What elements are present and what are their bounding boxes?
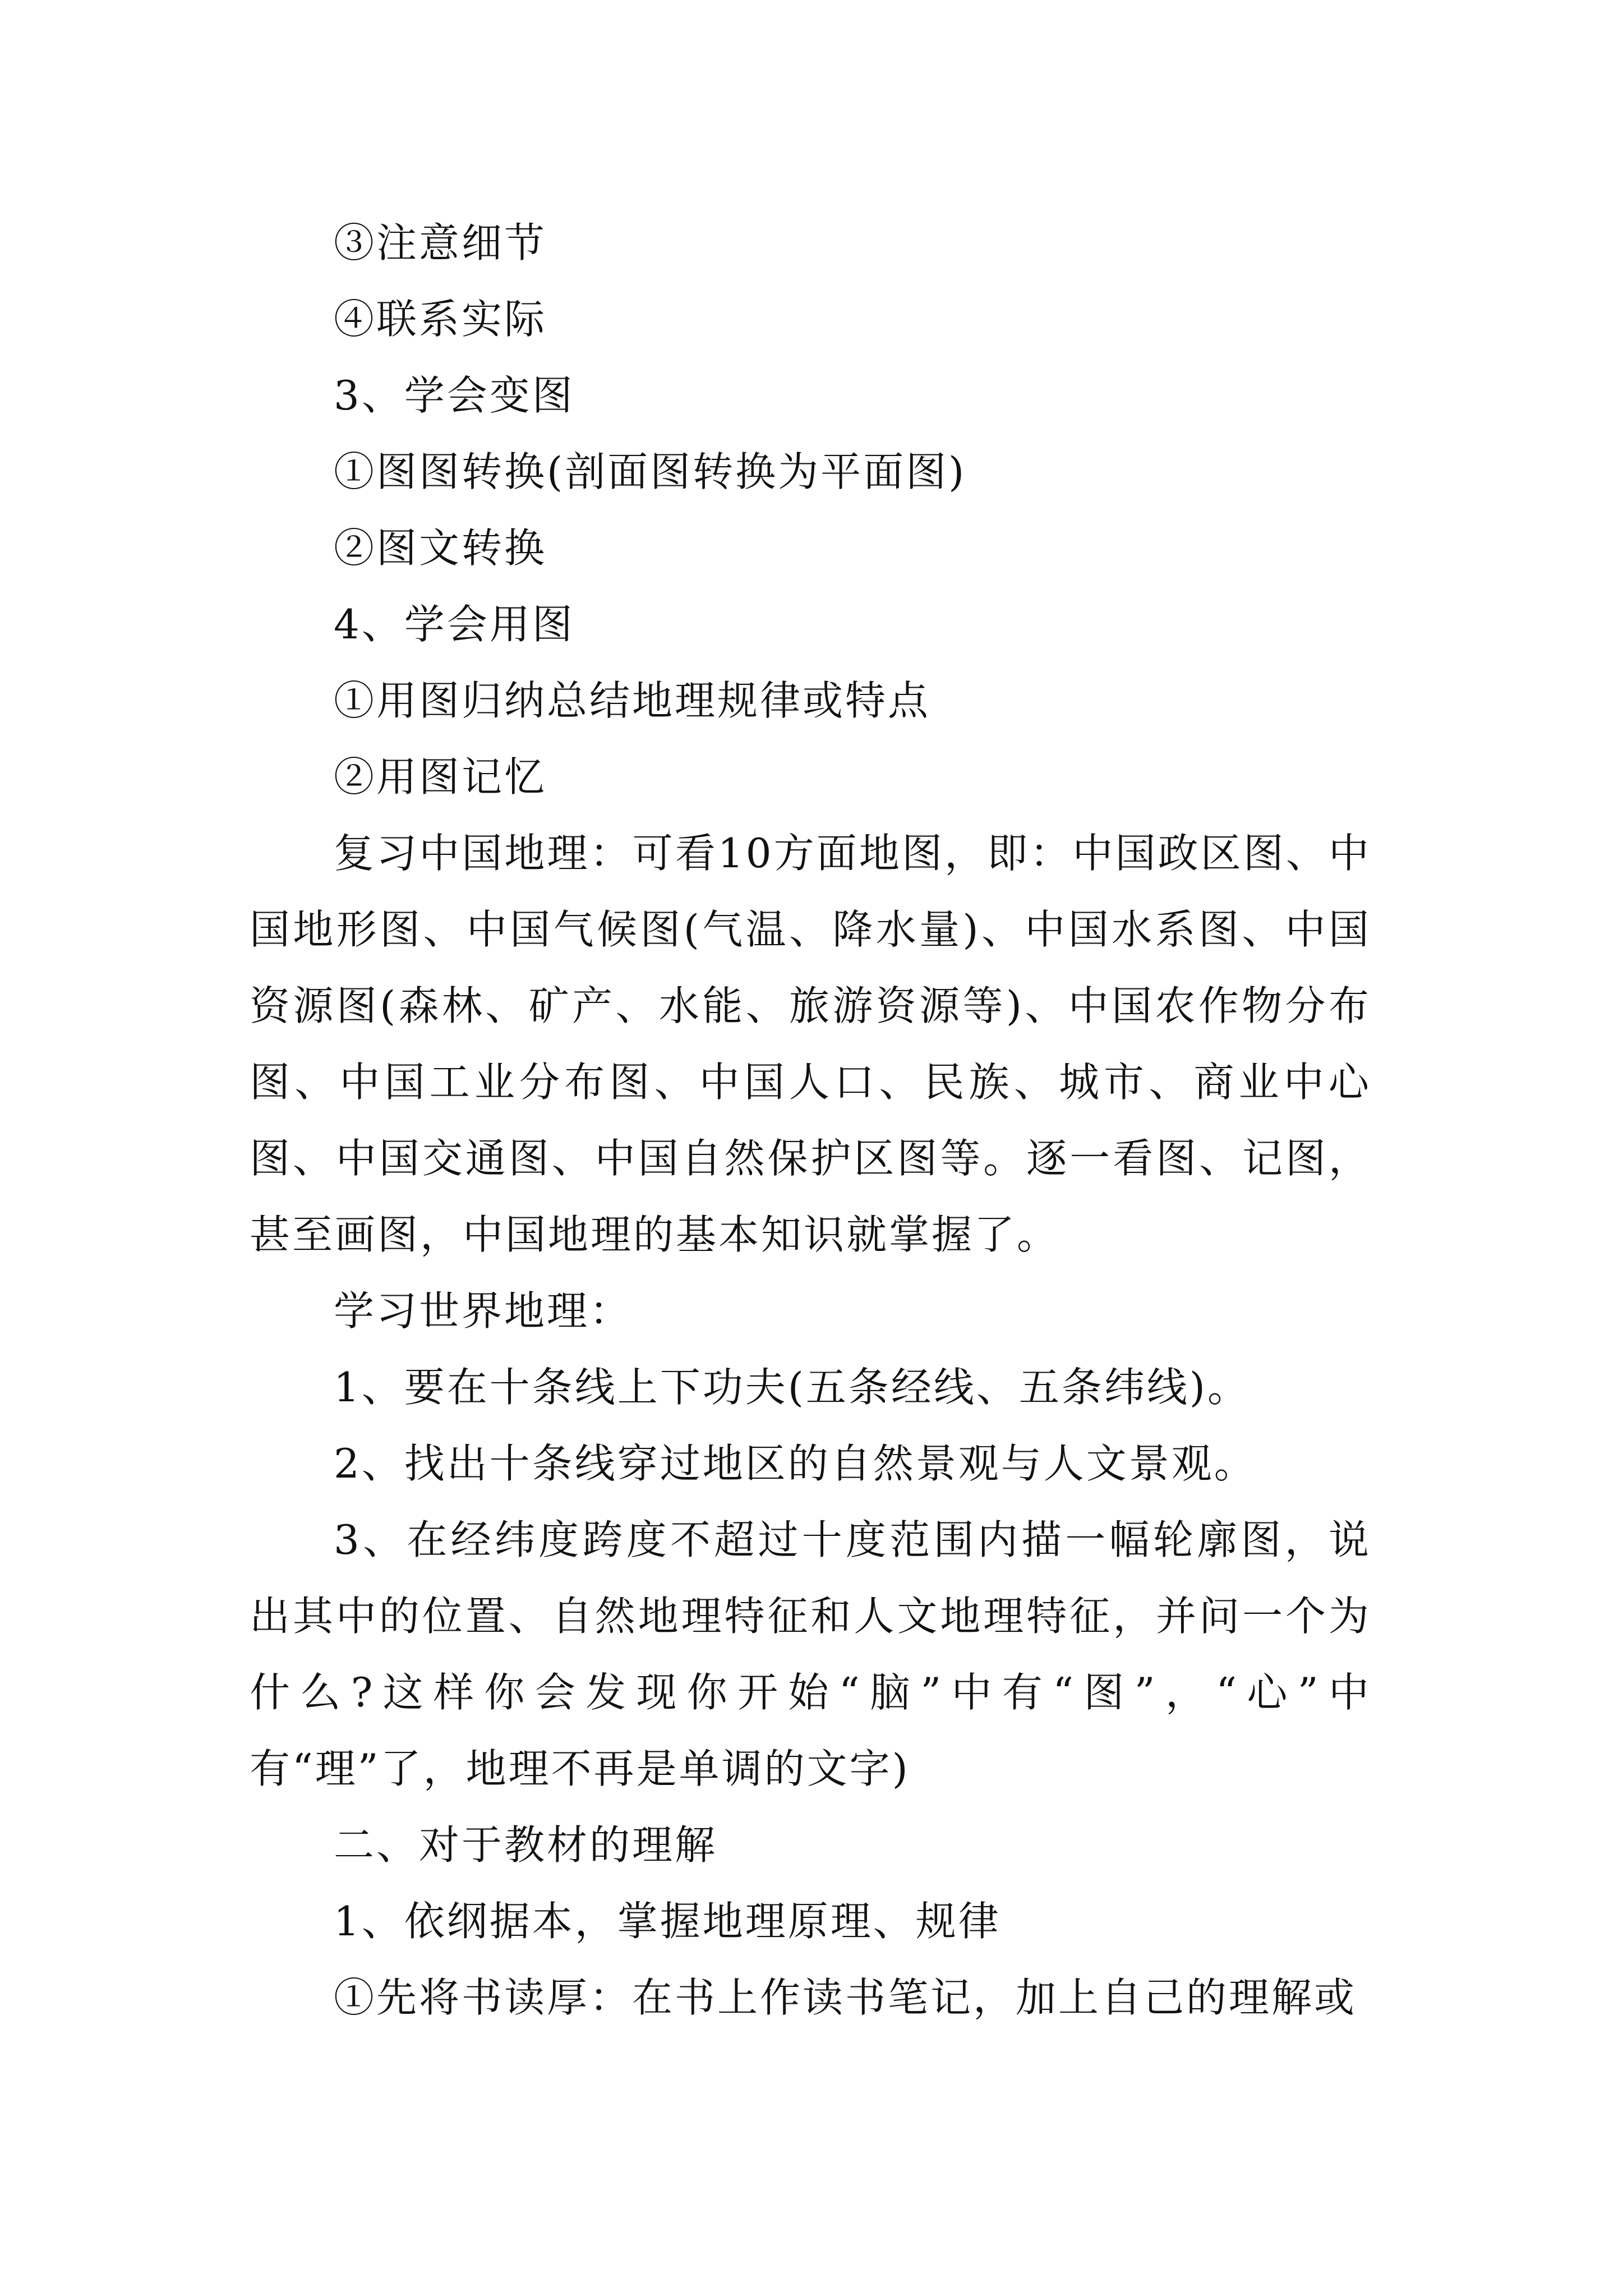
paragraph: 4、学会用图 [334, 601, 575, 648]
paragraph: 3、在经纬度跨度不超过十度范围内描一幅轮廓图，说出其中的位置、自然地理特征和人文地理特征，并问一个为什么?这样你会发现你开始“脑”中有“图”，“心”中有“理”了，地理不再是单调的文字) [250, 1516, 1371, 1792]
paragraph: 3、学会变图 [334, 372, 575, 419]
paragraph: ③注意细节 [334, 219, 547, 266]
document-body [250, 205, 1371, 2036]
paragraph: 1、要在十条线上下功夫(五条经线、五条纬线)。 [334, 1364, 1250, 1411]
paragraph: ②用图记忆 [334, 753, 547, 800]
paragraph: 复习中国地理：可看10方面地图，即：中国政区图、中国地形图、中国气候图(气温、降水量)、中国水系图、中国资源图(森林、矿产、水能、旅游资源等)、中国农作物分布图、中国工业分布图、中国人口、民族、城市、商业中心图、中国交通图、中国自然保护区图等。逐一看图、记图，甚至画图，中国地理的基本知识就掌握了。 [250, 830, 1371, 1258]
paragraph: 2、找出十条线穿过地区的自然景观与人文景观。 [334, 1440, 1257, 1487]
paragraph: 1、依纲据本，掌握地理原理、规律 [334, 1898, 1001, 1945]
paragraph: ②图文转换 [334, 524, 547, 572]
paragraph: ①用图归纳总结地理规律或特点 [334, 677, 931, 724]
paragraph: 学习世界地理： [334, 1287, 633, 1335]
paragraph: ①图图转换(剖面图转换为平面图) [334, 448, 967, 495]
paragraph: ①先将书读厚：在书上作读书笔记，加上自己的理解或 [334, 1974, 1357, 2021]
paragraph: 二、对于教材的理解 [334, 1821, 718, 1869]
paragraph: ④联系实际 [334, 296, 547, 343]
